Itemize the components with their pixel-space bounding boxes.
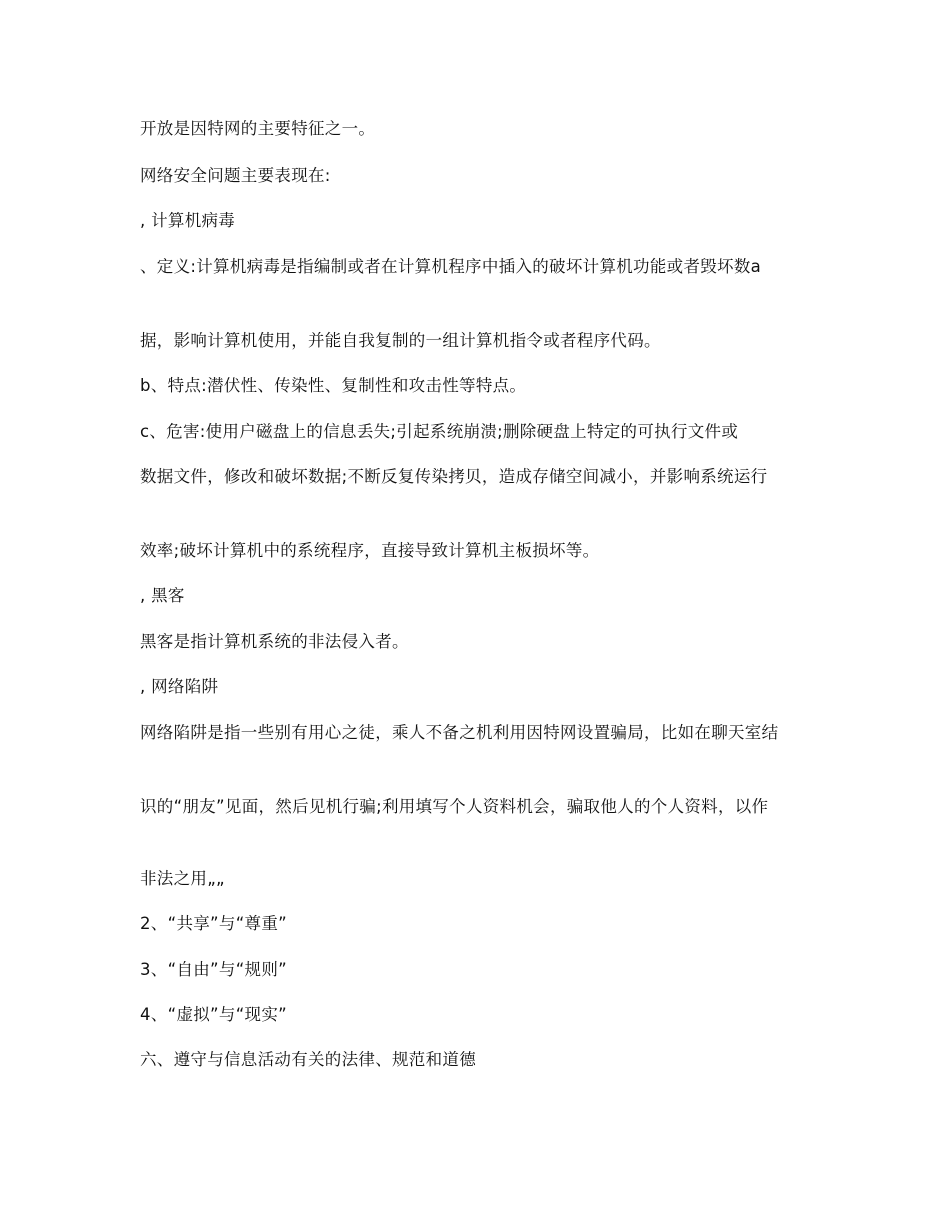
paragraph-security-issues: 网络安全问题主要表现在: <box>140 166 331 185</box>
list-item-freedom-rules: 3、“自由”与“规则” <box>140 960 287 979</box>
paragraph-network-trap-cont: 识的“朋友”见面，然后见机行骗;利用填写个人资料机会，骗取他人的个人资料，以作 <box>140 797 769 816</box>
paragraph-virus-features: b、特点:潜伏性、传染性、复制性和攻击性等特点。 <box>140 376 527 395</box>
paragraph-virus-definition-cont: 据，影响计算机使用，并能自我复制的一组计算机指令或者程序代码。 <box>140 331 661 350</box>
paragraph-network-trap: 网络陷阱是指一些别有用心之徒，乘人不备之机利用因特网设置骗局，比如在聊天室结 <box>140 723 779 742</box>
paragraph-virus-definition: 、定义:计算机病毒是指编制或者在计算机程序中插入的破坏计算机功能或者毁坏数a <box>140 257 762 276</box>
paragraph-hacker-definition: 黑客是指计算机系统的非法侵入者。 <box>140 632 409 651</box>
list-item-virtual-reality: 4、“虚拟”与“现实” <box>140 1005 287 1024</box>
section-heading-law-ethics: 六、遵守与信息活动有关的法律、规范和道德 <box>140 1050 476 1069</box>
heading-computer-virus: , 计算机病毒 <box>140 211 236 230</box>
heading-hacker: , 黑客 <box>140 586 185 605</box>
paragraph-network-trap-end: 非法之用„„ <box>140 869 225 888</box>
paragraph-virus-harm: c、危害:使用户磁盘上的信息丢失;引起系统崩溃;删除硬盘上特定的可执行文件或 <box>140 422 739 441</box>
list-item-share-respect: 2、“共享”与“尊重” <box>140 914 287 933</box>
paragraph-virus-harm-end: 效率;破坏计算机中的系统程序，直接导致计算机主板损坏等。 <box>140 541 600 560</box>
heading-network-trap: , 网络陷阱 <box>140 677 219 696</box>
paragraph-virus-harm-cont: 数据文件，修改和破坏数据;不断反复传染拷贝，造成存储空间减小，并影响系统运行 <box>140 467 768 486</box>
paragraph-open-internet: 开放是因特网的主要特征之一。 <box>140 119 376 138</box>
